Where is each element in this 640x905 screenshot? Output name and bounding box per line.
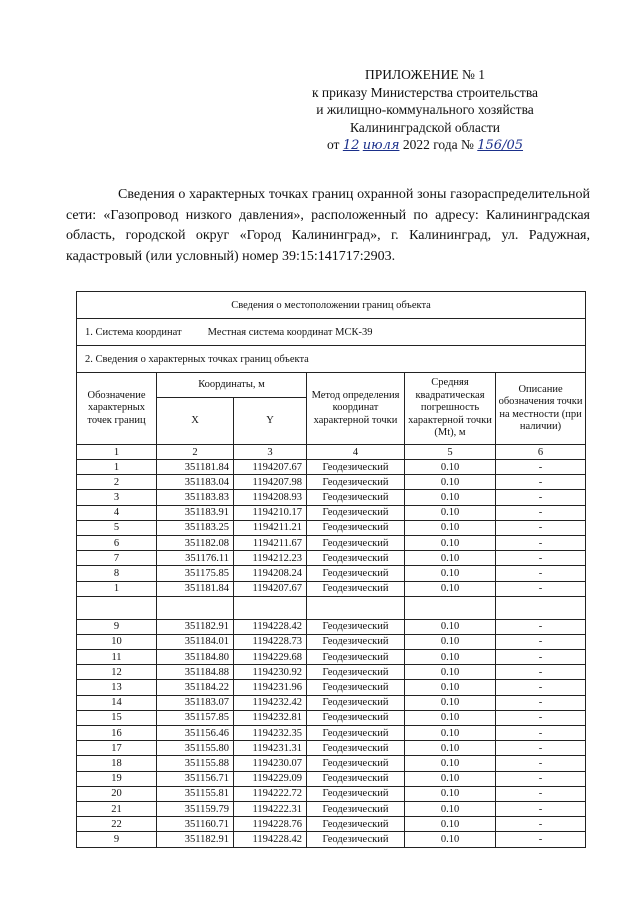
coord-x-cell: 351184.88 <box>157 665 234 680</box>
table-row <box>77 680 586 695</box>
method-cell: Геодезический <box>307 619 405 634</box>
mean-error-cell: 0.10 <box>405 650 496 665</box>
coord-x-cell: 351183.04 <box>157 475 234 490</box>
table-row <box>77 756 586 771</box>
description-cell: - <box>496 551 586 566</box>
coord-y-cell: 1194230.07 <box>234 756 307 771</box>
order-number-handwritten: 156/05 <box>477 138 524 153</box>
mean-error-cell: 0.10 <box>405 741 496 756</box>
point-number-cell: 13 <box>77 680 157 695</box>
table-row <box>77 581 586 596</box>
mean-error-cell: 0.10 <box>405 771 496 786</box>
mean-error-cell: 0.10 <box>405 680 496 695</box>
method-cell: Геодезический <box>307 726 405 741</box>
method-cell: Геодезический <box>307 710 405 725</box>
table-row <box>77 786 586 801</box>
table-row <box>77 475 586 490</box>
date-prefix: от <box>326 137 340 152</box>
method-cell: Геодезический <box>307 771 405 786</box>
table-row <box>77 634 586 649</box>
column-number: 2 <box>157 445 234 460</box>
col-coords-header: Координаты, м <box>157 373 307 398</box>
point-number-cell: 8 <box>77 566 157 581</box>
col-error-header: Средняя квадратическая погрешность характерной точки (Mt), м <box>405 373 496 445</box>
date-day-handwritten: 12 <box>342 138 360 153</box>
point-number-cell: 17 <box>77 741 157 756</box>
description-cell: - <box>496 741 586 756</box>
method-cell: Геодезический <box>307 505 405 520</box>
mean-error-cell: 0.10 <box>405 619 496 634</box>
point-number-cell: 18 <box>77 756 157 771</box>
coord-x-cell: 351182.91 <box>157 619 234 634</box>
point-number-cell: 21 <box>77 801 157 816</box>
coord-y-cell: 1194222.31 <box>234 801 307 816</box>
coord-y-cell: 1194229.68 <box>234 650 307 665</box>
description-cell: - <box>496 710 586 725</box>
coordinate-system-row <box>77 319 586 346</box>
table-row <box>77 726 586 741</box>
method-cell: Геодезический <box>307 650 405 665</box>
coord-y-cell: 1194207.67 <box>234 581 307 596</box>
coord-y-cell: 1194232.81 <box>234 710 307 725</box>
order-date-line <box>300 136 550 155</box>
table-title: Сведения о местоположении границ объекта <box>77 292 586 319</box>
mean-error-cell: 0.10 <box>405 566 496 581</box>
point-number-cell: 12 <box>77 665 157 680</box>
coord-y-cell: 1194211.67 <box>234 535 307 550</box>
point-number-cell: 5 <box>77 520 157 535</box>
mean-error-cell: 0.10 <box>405 801 496 816</box>
col-method-header: Метод определения координат характерной точки <box>307 373 405 445</box>
coordinate-system-label: 1. Система координат <box>85 326 182 338</box>
table-row <box>77 650 586 665</box>
coord-x-cell: 351183.25 <box>157 520 234 535</box>
coord-y-cell: 1194228.42 <box>234 619 307 634</box>
mean-error-cell: 0.10 <box>405 490 496 505</box>
mean-error-cell: 0.10 <box>405 520 496 535</box>
coord-y-cell: 1194212.23 <box>234 551 307 566</box>
description-cell: - <box>496 756 586 771</box>
table-row <box>77 741 586 756</box>
description-cell: - <box>496 650 586 665</box>
method-cell: Геодезический <box>307 490 405 505</box>
method-cell: Геодезический <box>307 551 405 566</box>
point-number-cell: 9 <box>77 832 157 847</box>
date-year: 2022 года № <box>402 137 474 152</box>
method-cell: Геодезический <box>307 535 405 550</box>
coord-y-cell: 1194232.42 <box>234 695 307 710</box>
boundary-points-table <box>76 291 586 848</box>
coord-x-cell: 351176.11 <box>157 551 234 566</box>
column-number: 6 <box>496 445 586 460</box>
mean-error-cell: 0.10 <box>405 665 496 680</box>
coord-x-cell: 351155.88 <box>157 756 234 771</box>
point-number-cell: 14 <box>77 695 157 710</box>
description-cell: - <box>496 566 586 581</box>
description-cell: - <box>496 581 586 596</box>
coord-x-cell: 351155.80 <box>157 741 234 756</box>
mean-error-cell: 0.10 <box>405 551 496 566</box>
coord-x-cell: 351182.91 <box>157 832 234 847</box>
method-cell: Геодезический <box>307 695 405 710</box>
table-row <box>77 490 586 505</box>
col-description-header: Описание обозначения точки на местности (при наличии) <box>496 373 586 445</box>
coord-x-cell: 351184.22 <box>157 680 234 695</box>
point-number-cell: 2 <box>77 475 157 490</box>
description-cell: - <box>496 665 586 680</box>
coord-y-cell: 1194207.98 <box>234 475 307 490</box>
coord-x-cell: 351181.84 <box>157 581 234 596</box>
point-number-cell: 19 <box>77 771 157 786</box>
point-number-cell: 22 <box>77 817 157 832</box>
table-row <box>77 535 586 550</box>
point-number-cell: 3 <box>77 490 157 505</box>
description-cell: - <box>496 801 586 816</box>
coord-y-cell: 1194210.17 <box>234 505 307 520</box>
coord-y-cell: 1194228.73 <box>234 634 307 649</box>
header-row-1 <box>77 373 586 398</box>
method-cell: Геодезический <box>307 475 405 490</box>
table-title-row <box>77 292 586 319</box>
method-cell: Геодезический <box>307 520 405 535</box>
table-row <box>77 801 586 816</box>
coord-x-cell: 351181.84 <box>157 460 234 475</box>
coord-y-cell: 1194208.93 <box>234 490 307 505</box>
table-row <box>77 460 586 475</box>
description-cell: - <box>496 695 586 710</box>
coord-y-cell: 1194222.72 <box>234 786 307 801</box>
coord-x-cell: 351182.08 <box>157 535 234 550</box>
coord-x-cell: 351184.80 <box>157 650 234 665</box>
table-row <box>77 566 586 581</box>
appendix-title: ПРИЛОЖЕНИЕ № 1 <box>364 67 486 82</box>
point-number-cell: 20 <box>77 786 157 801</box>
coord-x-cell: 351160.71 <box>157 817 234 832</box>
column-numbers-row <box>77 445 586 460</box>
mean-error-cell: 0.10 <box>405 505 496 520</box>
description-cell: - <box>496 505 586 520</box>
method-cell: Геодезический <box>307 832 405 847</box>
description-cell: - <box>496 490 586 505</box>
point-number-cell: 1 <box>77 460 157 475</box>
method-cell: Геодезический <box>307 581 405 596</box>
coord-y-cell: 1194229.09 <box>234 771 307 786</box>
point-number-cell: 1 <box>77 581 157 596</box>
description-cell: - <box>496 634 586 649</box>
description-cell: - <box>496 726 586 741</box>
coord-x-cell: 351184.01 <box>157 634 234 649</box>
mean-error-cell: 0.10 <box>405 460 496 475</box>
appendix-header <box>300 66 550 155</box>
method-cell: Геодезический <box>307 680 405 695</box>
group-separator-row <box>77 596 586 619</box>
method-cell: Геодезический <box>307 566 405 581</box>
table-row <box>77 505 586 520</box>
column-number: 5 <box>405 445 496 460</box>
method-cell: Геодезический <box>307 665 405 680</box>
coord-x-cell: 351156.46 <box>157 726 234 741</box>
table-row <box>77 695 586 710</box>
column-number: 1 <box>77 445 157 460</box>
method-cell: Геодезический <box>307 741 405 756</box>
intro-text: Сведения о характерных точках границ охранной зоны газораспределительной сети: «Газопровод низкого давления», расположенный по адресу: Калининградская область, городской округ «Город Калининград», г. Калининград, ул. Радужная, кадастровый (или условный) номер 39:15:141717:2903. <box>66 187 590 264</box>
table-row <box>77 551 586 566</box>
point-number-cell: 16 <box>77 726 157 741</box>
points-section-row <box>77 346 586 373</box>
mean-error-cell: 0.10 <box>405 634 496 649</box>
description-cell: - <box>496 817 586 832</box>
method-cell: Геодезический <box>307 817 405 832</box>
description-cell: - <box>496 535 586 550</box>
col-x-header: X <box>157 398 234 445</box>
point-number-cell: 15 <box>77 710 157 725</box>
mean-error-cell: 0.10 <box>405 786 496 801</box>
coord-x-cell: 351183.91 <box>157 505 234 520</box>
order-ministry-line-2: и жилищно-коммунального хозяйства <box>316 102 534 117</box>
point-number-cell: 4 <box>77 505 157 520</box>
points-group-1 <box>77 460 586 597</box>
coord-x-cell: 351159.79 <box>157 801 234 816</box>
mean-error-cell: 0.10 <box>405 535 496 550</box>
mean-error-cell: 0.10 <box>405 832 496 847</box>
mean-error-cell: 0.10 <box>405 817 496 832</box>
mean-error-cell: 0.10 <box>405 710 496 725</box>
method-cell: Геодезический <box>307 786 405 801</box>
method-cell: Геодезический <box>307 460 405 475</box>
col-designation-header: Обозначение характерных точек границ <box>77 373 157 445</box>
points-group-2 <box>77 619 586 847</box>
description-cell: - <box>496 771 586 786</box>
coord-y-cell: 1194207.67 <box>234 460 307 475</box>
coord-y-cell: 1194228.42 <box>234 832 307 847</box>
intro-paragraph <box>66 185 590 267</box>
coord-y-cell: 1194208.24 <box>234 566 307 581</box>
region-line: Калининградской области <box>349 119 501 135</box>
table-row <box>77 771 586 786</box>
mean-error-cell: 0.10 <box>405 695 496 710</box>
column-number: 4 <box>307 445 405 460</box>
description-cell: - <box>496 475 586 490</box>
coord-x-cell: 351183.07 <box>157 695 234 710</box>
coord-y-cell: 1194232.35 <box>234 726 307 741</box>
mean-error-cell: 0.10 <box>405 726 496 741</box>
table-row <box>77 832 586 847</box>
column-number: 3 <box>234 445 307 460</box>
coord-x-cell: 351156.71 <box>157 771 234 786</box>
description-cell: - <box>496 680 586 695</box>
mean-error-cell: 0.10 <box>405 756 496 771</box>
coord-y-cell: 1194230.92 <box>234 665 307 680</box>
coord-x-cell: 351155.81 <box>157 786 234 801</box>
point-number-cell: 9 <box>77 619 157 634</box>
table-row <box>77 710 586 725</box>
coord-x-cell: 351175.85 <box>157 566 234 581</box>
description-cell: - <box>496 619 586 634</box>
description-cell: - <box>496 460 586 475</box>
method-cell: Геодезический <box>307 634 405 649</box>
description-cell: - <box>496 786 586 801</box>
table-row <box>77 817 586 832</box>
coord-y-cell: 1194228.76 <box>234 817 307 832</box>
point-number-cell: 11 <box>77 650 157 665</box>
description-cell: - <box>496 832 586 847</box>
table-row <box>77 665 586 680</box>
mean-error-cell: 0.10 <box>405 581 496 596</box>
point-number-cell: 6 <box>77 535 157 550</box>
coord-y-cell: 1194211.21 <box>234 520 307 535</box>
table-row <box>77 520 586 535</box>
coordinate-system-value: Местная система координат МСК-39 <box>207 326 373 338</box>
point-number-cell: 10 <box>77 634 157 649</box>
coord-x-cell: 351183.83 <box>157 490 234 505</box>
coord-y-cell: 1194231.96 <box>234 680 307 695</box>
points-section-label: 2. Сведения о характерных точках границ объекта <box>77 346 586 373</box>
description-cell: - <box>496 520 586 535</box>
point-number-cell: 7 <box>77 551 157 566</box>
coord-y-cell: 1194231.31 <box>234 741 307 756</box>
order-ministry-line: к приказу Министерства строительства <box>311 84 539 100</box>
method-cell: Геодезический <box>307 801 405 816</box>
col-y-header: Y <box>234 398 307 445</box>
mean-error-cell: 0.10 <box>405 475 496 490</box>
date-month-handwritten: июля <box>362 138 400 153</box>
table-row <box>77 619 586 634</box>
coord-x-cell: 351157.85 <box>157 710 234 725</box>
method-cell: Геодезический <box>307 756 405 771</box>
